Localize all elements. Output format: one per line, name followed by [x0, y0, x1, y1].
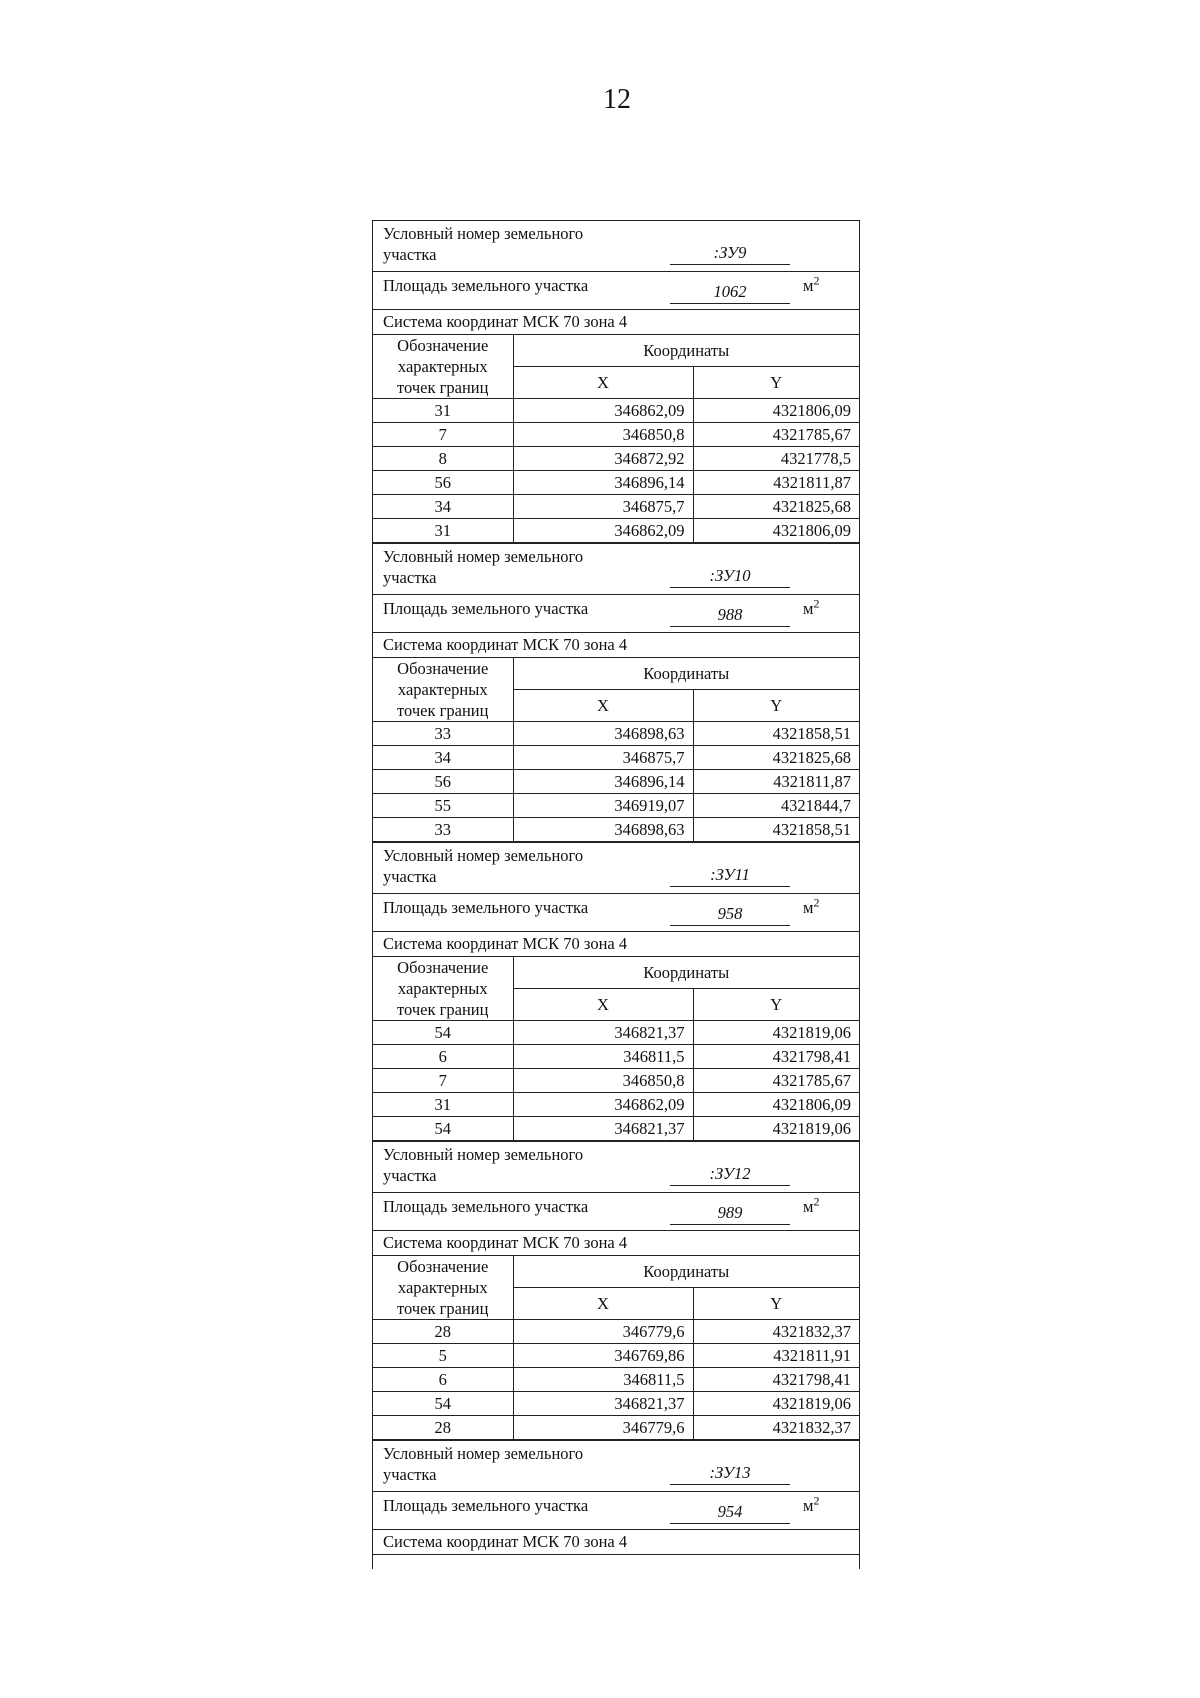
table-row: [373, 495, 859, 519]
plot-number-row: [373, 1141, 859, 1192]
plot-number-label: Условный номер земельного участка: [383, 1444, 584, 1484]
plot-number-label: Условный номер земельного участка: [383, 1145, 584, 1185]
x-cell: 346919,07: [513, 794, 693, 818]
x-cell: 346811,5: [513, 1368, 693, 1392]
y-cell: 4321806,09: [693, 519, 859, 543]
plot-area-value: 989: [670, 1202, 790, 1225]
points-header: Обозначение характерных точек границ: [373, 957, 513, 1021]
point-id-cell: 28: [373, 1320, 513, 1344]
y-cell: 4321819,06: [693, 1392, 859, 1416]
plot-area-label: Площадь земельного участка: [383, 276, 589, 295]
land-plots-table: [372, 220, 860, 1569]
plot-area-value: 954: [670, 1501, 790, 1524]
point-id-cell: 31: [373, 399, 513, 423]
x-cell: 346862,09: [513, 399, 693, 423]
point-id-cell: 33: [373, 818, 513, 842]
plot-area-label: Площадь земельного участка: [383, 1496, 589, 1515]
table-row: [373, 447, 859, 471]
area-unit-power: 2: [813, 895, 820, 910]
x-cell: 346898,63: [513, 722, 693, 746]
point-id-cell: 31: [373, 519, 513, 543]
table-row: [373, 1117, 859, 1141]
table-row: [373, 1392, 859, 1416]
x-cell: 346898,63: [513, 818, 693, 842]
plot-area-value: 958: [670, 903, 790, 926]
coord-system-row: Система координат МСК 70 зона 4: [373, 632, 859, 657]
table-row: [373, 1368, 859, 1392]
x-cell: 346779,6: [513, 1416, 693, 1440]
coords-header-row: [373, 957, 859, 989]
area-unit-power: 2: [813, 1493, 820, 1508]
x-cell: 346769,86: [513, 1344, 693, 1368]
x-cell: 346850,8: [513, 423, 693, 447]
table-row: [373, 1021, 859, 1045]
point-id-cell: 56: [373, 770, 513, 794]
points-header: Обозначение характерных точек границ: [373, 335, 513, 399]
point-id-cell: 31: [373, 1093, 513, 1117]
x-cell: 346862,09: [513, 519, 693, 543]
plot-section: [373, 220, 859, 543]
x-cell: 346872,92: [513, 447, 693, 471]
point-id-cell: 54: [373, 1117, 513, 1141]
area-unit-base: м: [803, 1197, 814, 1216]
point-id-cell: 34: [373, 495, 513, 519]
point-id-cell: 54: [373, 1021, 513, 1045]
point-id-cell: 7: [373, 1069, 513, 1093]
y-cell: 4321825,68: [693, 495, 859, 519]
coordinates-table: [373, 334, 859, 543]
plot-area-label: Площадь земельного участка: [383, 898, 589, 917]
plot-number-row: [373, 543, 859, 594]
area-unit-base: м: [803, 599, 814, 618]
plot-area-label: Площадь земельного участка: [383, 599, 589, 618]
area-unit-base: м: [803, 276, 814, 295]
y-cell: 4321825,68: [693, 746, 859, 770]
x-cell: 346821,37: [513, 1117, 693, 1141]
y-cell: 4321819,06: [693, 1117, 859, 1141]
coord-system-row: Система координат МСК 70 зона 4: [373, 1230, 859, 1255]
x-cell: 346821,37: [513, 1392, 693, 1416]
plot-number-value: :ЗУ13: [670, 1462, 790, 1485]
table-row: [373, 471, 859, 495]
y-cell: 4321806,09: [693, 399, 859, 423]
y-cell: 4321819,06: [693, 1021, 859, 1045]
point-id-cell: 6: [373, 1045, 513, 1069]
x-cell: 346850,8: [513, 1069, 693, 1093]
point-id-cell: 55: [373, 794, 513, 818]
plot-number-label: Условный номер земельного участка: [383, 547, 584, 587]
coordinates-header: Координаты: [513, 1256, 859, 1288]
table-row: [373, 1045, 859, 1069]
x-cell: 346896,14: [513, 471, 693, 495]
y-cell: 4321811,87: [693, 770, 859, 794]
table-row: [373, 1093, 859, 1117]
x-header: X: [513, 1288, 693, 1320]
plot-area-row: [373, 271, 859, 309]
area-unit-power: 2: [813, 596, 820, 611]
y-cell: 4321778,5: [693, 447, 859, 471]
y-cell: 4321858,51: [693, 818, 859, 842]
x-cell: 346875,7: [513, 495, 693, 519]
coordinates-header: Координаты: [513, 335, 859, 367]
table-row: [373, 399, 859, 423]
x-cell: 346896,14: [513, 770, 693, 794]
plot-number-value: :ЗУ10: [670, 565, 790, 588]
area-unit-power: 2: [813, 273, 820, 288]
table-row: [373, 818, 859, 842]
table-row: [373, 770, 859, 794]
y-header: Y: [693, 690, 859, 722]
x-cell: 346821,37: [513, 1021, 693, 1045]
page-number: 12: [603, 84, 631, 115]
x-cell: 346862,09: [513, 1093, 693, 1117]
area-unit: [803, 1196, 819, 1217]
point-id-cell: 7: [373, 423, 513, 447]
table-continuation: [373, 1554, 859, 1569]
point-id-cell: 6: [373, 1368, 513, 1392]
plot-section: [373, 1440, 859, 1569]
area-unit-base: м: [803, 898, 814, 917]
coordinates-header: Координаты: [513, 658, 859, 690]
coord-system-row: Система координат МСК 70 зона 4: [373, 931, 859, 956]
table-row: [373, 1320, 859, 1344]
point-id-cell: 5: [373, 1344, 513, 1368]
x-cell: 346811,5: [513, 1045, 693, 1069]
x-header: X: [513, 367, 693, 399]
area-unit: [803, 275, 819, 296]
coordinates-header: Координаты: [513, 957, 859, 989]
plot-area-row: [373, 594, 859, 632]
y-cell: 4321806,09: [693, 1093, 859, 1117]
y-header: Y: [693, 367, 859, 399]
point-id-cell: 33: [373, 722, 513, 746]
y-cell: 4321785,67: [693, 423, 859, 447]
plot-number-value: :ЗУ9: [670, 242, 790, 265]
plot-section: [373, 543, 859, 842]
point-id-cell: 56: [373, 471, 513, 495]
table-row: [373, 423, 859, 447]
point-id-cell: 34: [373, 746, 513, 770]
y-cell: 4321798,41: [693, 1045, 859, 1069]
plot-section: [373, 1141, 859, 1440]
y-cell: 4321858,51: [693, 722, 859, 746]
table-row: [373, 1069, 859, 1093]
table-row: [373, 519, 859, 543]
area-unit: [803, 897, 819, 918]
area-unit: [803, 598, 819, 619]
coord-system-row: Система координат МСК 70 зона 4: [373, 1529, 859, 1554]
plot-area-value: 1062: [670, 281, 790, 304]
coordinates-table: [373, 657, 859, 842]
y-header: Y: [693, 989, 859, 1021]
y-cell: 4321832,37: [693, 1320, 859, 1344]
plot-section: [373, 842, 859, 1141]
table-row: [373, 1344, 859, 1368]
x-cell: 346779,6: [513, 1320, 693, 1344]
plot-number-label: Условный номер земельного участка: [383, 846, 584, 886]
points-header: Обозначение характерных точек границ: [373, 658, 513, 722]
y-cell: 4321832,37: [693, 1416, 859, 1440]
plot-area-label: Площадь земельного участка: [383, 1197, 589, 1216]
plot-number-row: [373, 842, 859, 893]
y-cell: 4321798,41: [693, 1368, 859, 1392]
coordinates-table: [373, 956, 859, 1141]
plot-area-row: [373, 893, 859, 931]
plot-area-value: 988: [670, 604, 790, 627]
table-row: [373, 746, 859, 770]
y-cell: 4321844,7: [693, 794, 859, 818]
area-unit-base: м: [803, 1496, 814, 1515]
table-row: [373, 722, 859, 746]
x-header: X: [513, 989, 693, 1021]
points-header: Обозначение характерных точек границ: [373, 1256, 513, 1320]
point-id-cell: 54: [373, 1392, 513, 1416]
plot-number-value: :ЗУ12: [670, 1163, 790, 1186]
coords-header-row: [373, 658, 859, 690]
coords-header-row: [373, 1256, 859, 1288]
x-header: X: [513, 690, 693, 722]
coord-system-row: Система координат МСК 70 зона 4: [373, 309, 859, 334]
coordinates-table: [373, 1255, 859, 1440]
y-cell: 4321811,87: [693, 471, 859, 495]
plot-number-value: :ЗУ11: [670, 864, 790, 887]
y-cell: 4321811,91: [693, 1344, 859, 1368]
y-header: Y: [693, 1288, 859, 1320]
plot-number-label: Условный номер земельного участка: [383, 224, 584, 264]
point-id-cell: 28: [373, 1416, 513, 1440]
y-cell: 4321785,67: [693, 1069, 859, 1093]
coords-header-row: [373, 335, 859, 367]
plot-number-row: [373, 1440, 859, 1491]
plot-number-row: [373, 220, 859, 271]
x-cell: 346875,7: [513, 746, 693, 770]
point-id-cell: 8: [373, 447, 513, 471]
plot-area-row: [373, 1491, 859, 1529]
plot-area-row: [373, 1192, 859, 1230]
table-row: [373, 1416, 859, 1440]
area-unit-power: 2: [813, 1194, 820, 1209]
table-row: [373, 794, 859, 818]
area-unit: [803, 1495, 819, 1516]
